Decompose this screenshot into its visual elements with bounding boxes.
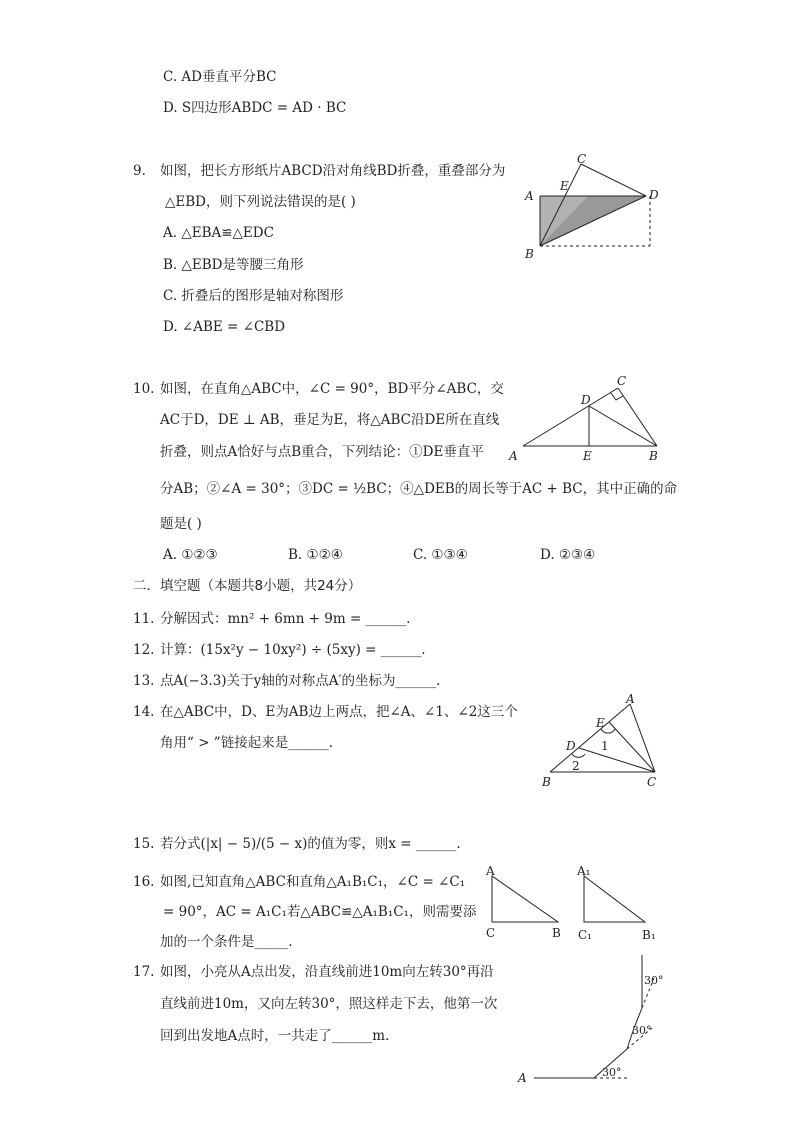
q16-label-a: A xyxy=(486,864,495,878)
q14-stem-line1: 在△ABC中，D、E为AB边上两点，把∠A、∠1、∠2这三个 xyxy=(160,704,518,720)
q10-label-c: C xyxy=(617,374,627,388)
q10-stem-line4: 分AB；②∠A = 30°；③DC = ½BC；④△DEB的周长等于AC + BC，其中正确的命 xyxy=(160,481,678,497)
q9-figure xyxy=(518,150,668,265)
q17-angle-2: 30° xyxy=(632,1024,652,1037)
q10-label-e: E xyxy=(583,449,592,463)
q13-number: 13. xyxy=(133,673,155,689)
q9-option-b: B. △EBD是等腰三角形 xyxy=(163,257,304,273)
q9-label-e: E xyxy=(560,179,569,193)
q10-label-a: A xyxy=(509,449,518,463)
q16-number: 16. xyxy=(133,874,155,890)
q9-label-b: B xyxy=(525,247,534,261)
q16-figure xyxy=(480,862,670,947)
q10-stem-line5: 题是( ) xyxy=(160,516,202,532)
q17-stem-line3: 回到出发地A点时，一共走了______m. xyxy=(160,1028,390,1044)
q10-stem-line3: 折叠，则点A恰好与点B重合，下列结论：①DE垂直平 xyxy=(160,444,484,460)
q17-angle-1: 30° xyxy=(602,1066,622,1079)
q16-label-c: C xyxy=(486,926,496,940)
q17-figure xyxy=(512,950,672,1090)
q14-label-b: B xyxy=(542,775,551,789)
q13-text: 点A(−3.3)关于y轴的对称点A′的坐标为______. xyxy=(160,673,441,689)
q11-text: 分解因式：mn² + 6mn + 9m = ______. xyxy=(160,611,411,627)
q9-label-c: C xyxy=(577,152,587,166)
q16-label-b: B xyxy=(552,926,561,940)
q15-number: 15. xyxy=(133,836,155,852)
q9-label-a: A xyxy=(525,189,534,203)
q9-option-a: A. △EBA≌△EDC xyxy=(163,225,274,241)
q10-option-c: C. ①③④ xyxy=(413,547,468,563)
q10-option-d: D. ②③④ xyxy=(540,547,596,563)
q12-text: 计算：(15x²y − 10xy²) ÷ (5xy) = ______. xyxy=(160,642,426,658)
q14-label-e: E xyxy=(596,716,605,730)
q14-label-2: 2 xyxy=(572,759,580,773)
q14-number: 14. xyxy=(133,704,155,720)
q14-label-a: A xyxy=(626,692,635,706)
q12-number: 12. xyxy=(133,642,155,658)
q16-label-a1: A₁ xyxy=(577,864,591,878)
q9-stem-line1: 如图，把长方形纸片ABCD沿对角线BD折叠，重叠部分为 xyxy=(160,163,506,179)
q9-label-d: D xyxy=(649,188,659,202)
section-2-heading: 二．填空题（本题共8小题，共24分） xyxy=(133,578,362,594)
q10-label-b: B xyxy=(649,449,658,463)
q16-stem-line3: 加的一个条件是_____. xyxy=(160,934,293,950)
q10-number: 10. xyxy=(133,381,155,397)
q10-stem-line2: AC于D，DE ⊥ AB，垂足为E，将△ABC沿DE所在直线 xyxy=(160,412,500,428)
q16-stem-line2: = 90°，AC = A₁C₁若△ABC≌△A₁B₁C₁，则需要添 xyxy=(163,904,477,920)
q8-option-c: C. AD垂直平分BC xyxy=(163,69,277,85)
q10-figure xyxy=(505,372,675,467)
q16-label-c1: C₁ xyxy=(578,928,592,942)
q14-label-d: D xyxy=(566,739,576,753)
q14-label-c: C xyxy=(647,775,657,789)
q16-stem-line1: 如图,已知直角△ABC和直角△A₁B₁C₁，∠C = ∠C₁ xyxy=(160,874,466,890)
q15-text: 若分式(|x| − 5)/(5 − x)的值为零，则x = ______. xyxy=(160,836,461,852)
q10-label-d: D xyxy=(581,393,591,407)
q14-stem-line2: 角用“ > ”链接起来是______. xyxy=(160,735,333,751)
q8-option-d: D. S四边形ABDC = AD · BC xyxy=(163,100,347,116)
q10-option-a: A. ①②③ xyxy=(163,547,218,563)
q17-stem-line2: 直线前进10m，又向左转30°，照这样走下去，他第一次 xyxy=(160,996,498,1012)
q10-stem-line1: 如图，在直角△ABC中，∠C = 90°，BD平分∠ABC，交 xyxy=(160,381,504,397)
q17-label-a: A xyxy=(518,1071,527,1085)
q17-number: 17. xyxy=(133,964,155,980)
q17-stem-line1: 如图，小亮从A点出发，沿直线前进10m向左转30°再沿 xyxy=(160,964,494,980)
q10-option-b: B. ①②④ xyxy=(288,547,343,563)
q9-option-c: C. 折叠后的图形是轴对称图形 xyxy=(163,288,344,304)
q11-number: 11. xyxy=(133,611,155,627)
q16-label-b1: B₁ xyxy=(642,928,656,942)
q14-label-1: 1 xyxy=(601,739,609,753)
q14-figure xyxy=(535,692,665,792)
q9-option-d: D. ∠ABE = ∠CBD xyxy=(163,319,286,335)
q9-stem-line2: △EBD，则下列说法错误的是( ) xyxy=(165,194,356,210)
q9-number: 9. xyxy=(133,163,146,179)
q17-angle-3: 30° xyxy=(644,974,664,987)
